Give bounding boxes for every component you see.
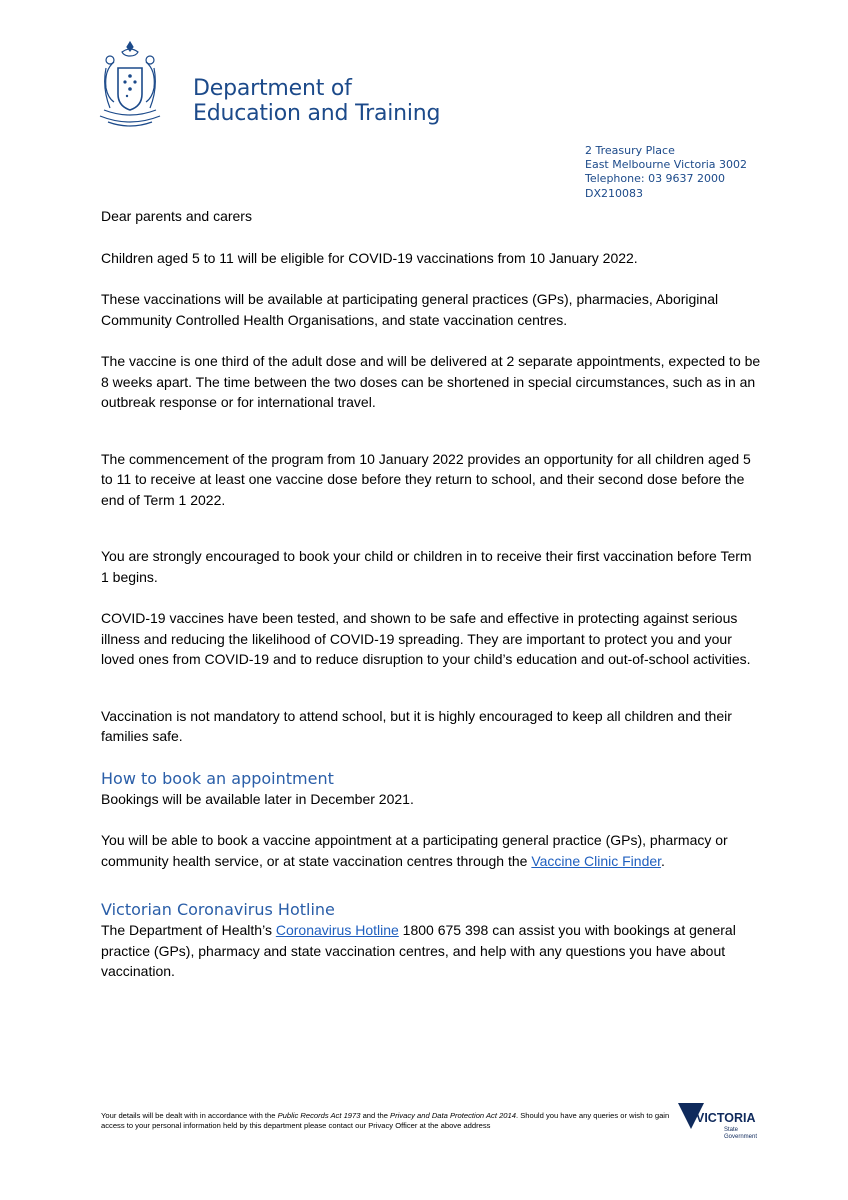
coronavirus-hotline-link[interactable]: Coronavirus Hotline (275, 922, 399, 938)
paragraph-safety: COVID-19 vaccines have been tested, and shown to be safe and effective in protecting against serious illness and reducing the likelihood of COVID-19 spreading. They are important to protect you and your loved ones from COVID-19 and to reduce disruption to your child’s education and out-of-school activities. (101, 610, 751, 667)
department-name-line2: Education and Training (193, 101, 441, 126)
logo-state-label: State (724, 1127, 739, 1133)
address-telephone: Telephone: 03 9637 2000 (585, 172, 726, 186)
paragraph-bookings-available: Bookings will be available later in December 2021. (101, 790, 414, 807)
paragraph-commencement: The commencement of the program from 10 January 2022 provides an opportunity for all children aged 5 to 11 to receive at least one vaccine dose before they return to school, and their second dose before the end of Term 1 2022. (101, 450, 751, 508)
vaccine-clinic-finder-link[interactable]: Vaccine Clinic Finder (531, 852, 662, 869)
victoria-wordmark: VICTORIA (696, 1111, 756, 1125)
letter-body (101, 206, 761, 982)
footer-text: and the (360, 1111, 391, 1120)
greeting: Dear parents and carers (101, 208, 252, 224)
footer-text: Your details will be dealt with in accordance with the (101, 1111, 278, 1120)
privacy-footer (101, 1111, 671, 1131)
address-street: 2 Treasury Place (585, 144, 675, 157)
department-name-line1: Department of (193, 76, 352, 101)
hotline-text-end: 1800 675 398 can assist you with bookings at general practice (GPs), pharmacy and state vaccination centres, and help with any questions you have about vaccination. (101, 922, 736, 979)
victorian-coat-of-arms-icon (96, 38, 164, 134)
sender-address (585, 144, 747, 201)
booking-text: You will be able to book a vaccine appointment at a participating general practice (GPs), pharmacy or community health service, or at state vaccination centres through the (101, 832, 728, 869)
booking-text-end: . (661, 852, 665, 869)
paragraph-encouragement: You are strongly encouraged to book your child or children in to receive their first vaccination before Term 1 begins. (101, 548, 752, 585)
victoria-state-government-logo (676, 1100, 758, 1144)
footer-act-privacy: Privacy and Data Protection Act 2014 (390, 1111, 516, 1120)
paragraph-eligibility: Children aged 5 to 11 will be eligible for COVID-19 vaccinations from 10 January 2022. (101, 249, 638, 266)
address-dx: DX210083 (585, 186, 643, 200)
footer-text: . Should you have any queries or wish to gain access to your personal information held by this department please contact our Privacy Officer at the above address (101, 1111, 670, 1130)
hotline-text: The Department of Health’s (101, 922, 276, 938)
footer-act-public-records: Public Records Act 1973 (277, 1111, 361, 1120)
paragraph-not-mandatory: Vaccination is not mandatory to attend school, but it is highly encouraged to keep all children and their families safe. (101, 707, 732, 744)
heading-coronavirus-hotline: Victorian Coronavirus Hotline (101, 900, 335, 919)
address-suburb: East Melbourne Victoria 3002 (585, 158, 748, 172)
paragraph-availability: These vaccinations will be available at participating general practices (GPs), pharmacies, Aboriginal Community Controlled Health Organisations, and state vaccination centres. (101, 291, 719, 328)
heading-book-appointment: How to book an appointment (101, 768, 334, 788)
paragraph-hotline (101, 920, 761, 982)
paragraph-dose: The vaccine is one third of the adult dose and will be delivered at 2 separate appointments, expected to be 8 weeks apart. The time between the two doses can be shortened in special circumstances, such as in an outbreak response or for international travel. (101, 353, 761, 410)
logo-government-label: Government (724, 1134, 758, 1140)
department-name (193, 76, 440, 126)
paragraph-how-to-book (101, 830, 761, 871)
